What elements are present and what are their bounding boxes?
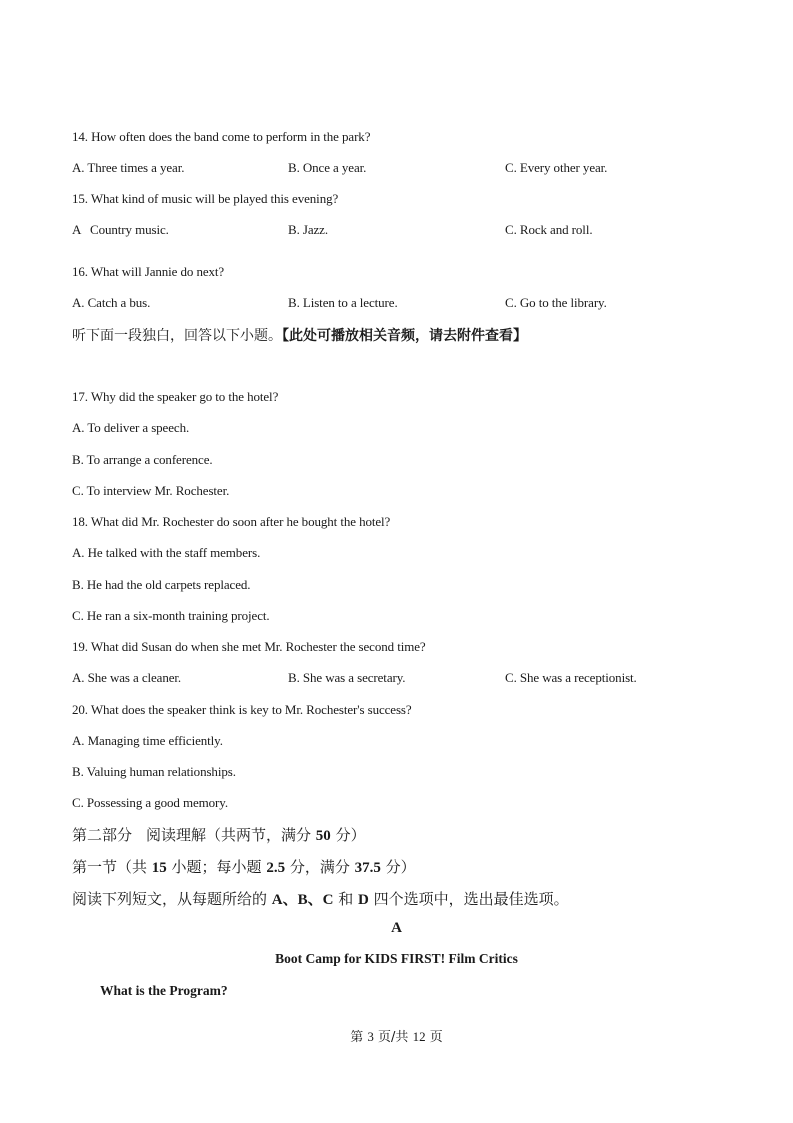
- part-two-label: 第二部分: [72, 826, 133, 844]
- question-18-option-b: B. He had the old carpets replaced.: [72, 577, 251, 592]
- question-19-option-b: B. She was a secretary.: [288, 670, 406, 685]
- section-one-text-a: 第一节（共: [72, 858, 152, 876]
- question-15-option-a: A Country music.: [72, 222, 169, 237]
- part-two-score-unit: 分）: [330, 826, 366, 844]
- section-one-total-score: 37.5: [354, 860, 381, 876]
- question-14-option-c: C. Every other year.: [505, 160, 608, 175]
- reading-instruction-text-a: 阅读下列短文，从每题所给的: [72, 890, 272, 908]
- footer-text-c: 页: [425, 1030, 443, 1045]
- reading-instruction-letters: A、B、C: [271, 892, 334, 908]
- question-16-option-c: C. Go to the library.: [505, 295, 607, 310]
- passage-title: Boot Camp for KIDS FIRST! Film Critics: [275, 951, 518, 966]
- part-two-heading: [72, 824, 366, 845]
- reading-instruction-letter-d: D: [358, 892, 369, 908]
- passage-label: A: [391, 920, 402, 936]
- footer-text-b: 页/共: [373, 1030, 413, 1045]
- monologue-instruction-text: 听下面一段独白，回答以下小题。: [72, 328, 282, 344]
- page-footer: [0, 1026, 793, 1045]
- question-19-stem: 19. What did Susan do when she met Mr. Rochester the second time?: [72, 639, 426, 654]
- question-14-option-a: A. Three times a year.: [72, 160, 185, 175]
- question-20-option-c: C. Possessing a good memory.: [72, 795, 228, 810]
- question-19-option-c: C. She was a receptionist.: [505, 670, 637, 685]
- question-15-stem: 15. What kind of music will be played this evening?: [72, 191, 339, 206]
- question-18-option-c: C. He ran a six-month training project.: [72, 608, 270, 623]
- question-20-option-a: A. Managing time efficiently.: [72, 733, 223, 748]
- question-17-option-a: A. To deliver a speech.: [72, 420, 190, 435]
- question-19-option-a: A. She was a cleaner.: [72, 670, 182, 685]
- reading-instruction-text-c: 四个选项中，选出最佳选项。: [368, 890, 569, 908]
- section-one-per-score: 2.5: [266, 860, 286, 876]
- question-18-option-a: A. He talked with the staff members.: [72, 545, 261, 560]
- reading-instruction-text-b: 和: [333, 890, 358, 908]
- section-one-count: 15: [151, 860, 167, 876]
- question-14-option-b: B. Once a year.: [288, 160, 367, 175]
- question-17-option-c: C. To interview Mr. Rochester.: [72, 483, 230, 498]
- question-15-option-b: B. Jazz.: [288, 222, 328, 237]
- footer-text-a: 第: [350, 1030, 368, 1045]
- question-16-option-a: A. Catch a bus.: [72, 295, 151, 310]
- question-15-option-c: C. Rock and roll.: [505, 222, 593, 237]
- question-16-stem: 16. What will Jannie do next?: [72, 264, 225, 279]
- question-18-stem: 18. What did Mr. Rochester do soon after he bought the hotel?: [72, 514, 391, 529]
- section-one-text-d: 分）: [380, 858, 416, 876]
- section-one-text-b: 小题；每小题: [166, 858, 267, 876]
- question-16-option-b: B. Listen to a lecture.: [288, 295, 398, 310]
- monologue-instruction: [72, 325, 527, 345]
- question-20-stem: 20. What does the speaker think is key to Mr. Rochester's success?: [72, 702, 412, 717]
- reading-instruction: [72, 888, 569, 909]
- question-17-stem: 17. Why did the speaker go to the hotel?: [72, 389, 279, 404]
- question-20-option-b: B. Valuing human relationships.: [72, 764, 236, 779]
- part-two-title: 阅读理解（共两节，满分: [146, 826, 316, 844]
- footer-total-pages: 12: [412, 1029, 426, 1044]
- question-14-stem: 14. How often does the band come to perform in the park?: [72, 129, 371, 144]
- footer-page-number: 3: [367, 1029, 374, 1044]
- passage-subheading: What is the Program?: [100, 983, 228, 998]
- section-one-heading: [72, 856, 416, 877]
- audio-attachment-note: 【此处可播放相关音频，请去附件查看】: [282, 328, 527, 344]
- part-two-score: 50: [315, 828, 331, 844]
- question-17-option-b: B. To arrange a conference.: [72, 452, 213, 467]
- section-one-text-c: 分，满分: [285, 858, 355, 876]
